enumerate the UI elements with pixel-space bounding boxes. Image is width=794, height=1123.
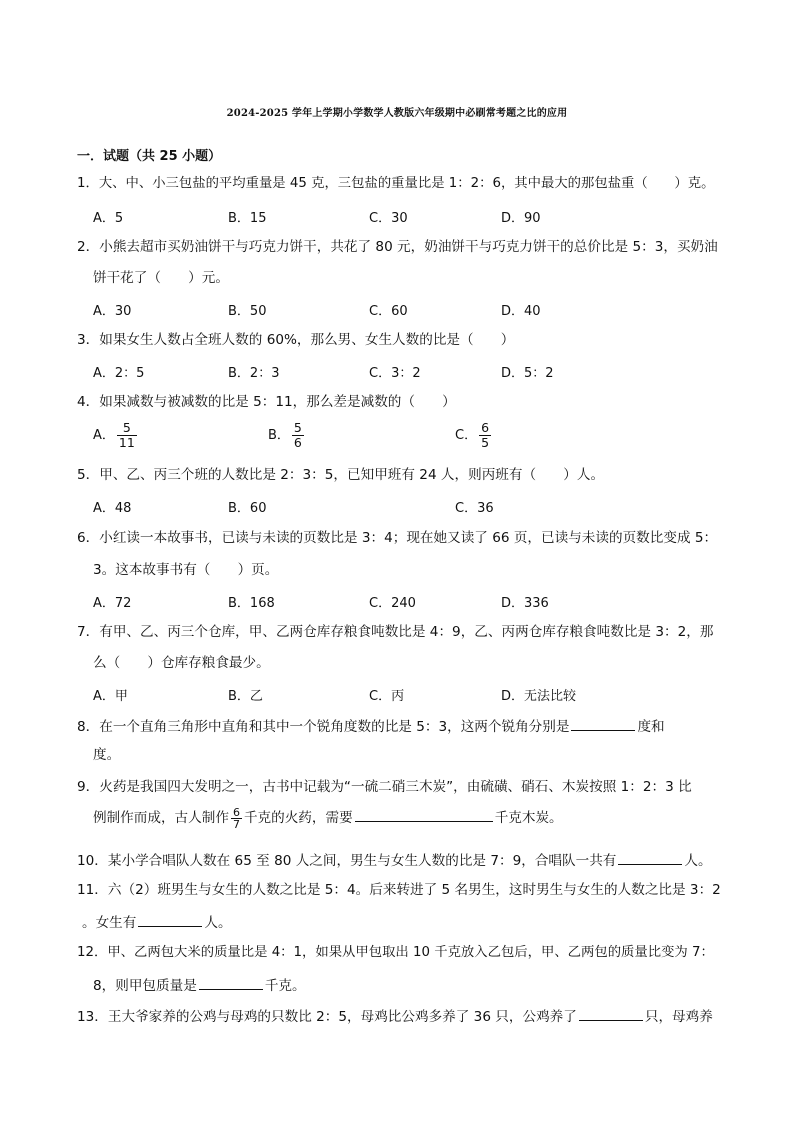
question-12-text: 8，则甲包质量是 — [93, 978, 197, 994]
question-10-text: 10．某小学合唱队人数在 65 至 80 人之间，男生与女生人数的比是 7：9，合唱队一共有 — [77, 853, 617, 869]
fraction-denominator: 7 — [232, 817, 240, 831]
q7-option-c: C．丙 — [369, 689, 405, 704]
question-3: 3．如果女生人数占全班人数的 60%，那么男、女生人数的比是（ ） — [77, 332, 515, 348]
fraction-numerator: 6 — [232, 805, 240, 819]
question-9-text-tail: 千克木炭。 — [494, 810, 563, 826]
section-heading: 一．试题（共 25 小题） — [77, 149, 222, 164]
question-13-text: 13．王大爷家养的公鸡与母鸡的只数比 2：5，母鸡比公鸡多养了 36 只，公鸡养了 — [77, 1009, 577, 1025]
question-2-line-1: 2．小熊去超市买奶油饼干与巧克力饼干，共花了 80 元，奶油饼干与巧克力饼干的总价比是 5：3，买奶油 — [77, 239, 718, 255]
q4-option-c-fraction — [479, 421, 491, 450]
q2-option-b: B．50 — [228, 304, 267, 319]
question-2-line-2: 饼干花了（ ）元。 — [93, 270, 229, 286]
question-13 — [77, 1005, 713, 1027]
question-8-text-tail: 度和 — [637, 719, 665, 735]
q6-option-b: B．168 — [228, 596, 275, 611]
answer-blank — [138, 911, 202, 927]
q4-option-a — [93, 421, 139, 450]
question-11-text-tail: 人。 — [204, 915, 232, 931]
question-6-line-2: 3。这本故事书有（ ）页。 — [93, 562, 279, 578]
q4-option-c-label: C． — [455, 428, 478, 443]
fraction-numerator: 5 — [117, 421, 137, 436]
question-8-text: 8．在一个直角三角形中直角和其中一个锐角度数的比是 5：3，这两个锐角分别是 — [77, 719, 570, 735]
q1-option-b: B．15 — [228, 211, 267, 226]
q6-option-d: D．336 — [501, 596, 549, 611]
q3-option-b: B．2：3 — [228, 366, 280, 381]
question-12-line-2 — [93, 974, 306, 996]
q7-option-b: B．乙 — [228, 689, 263, 704]
question-8-line-2: 度。 — [93, 747, 121, 763]
q5-option-c: C．36 — [455, 501, 494, 516]
question-7-line-2: 么（ ）仓库存粮食最少。 — [93, 655, 270, 671]
q3-option-c: C．3：2 — [369, 366, 421, 381]
q4-option-a-label: A． — [93, 428, 115, 443]
question-11-line-2 — [82, 911, 232, 933]
question-5: 5．甲、乙、丙三个班的人数比是 2：3：5，已知甲班有 24 人，则丙班有（ ）人。 — [77, 467, 605, 483]
question-11-text: 。女生有 — [82, 915, 137, 931]
q1-option-d: D．90 — [501, 211, 541, 226]
q1-option-a: A．5 — [93, 211, 124, 226]
question-4: 4．如果减数与被减数的比是 5：11，那么差是减数的（ ） — [77, 394, 456, 410]
page-title: 2024-2025 学年上学期小学数学人教版六年级期中必刷常考题之比的应用 — [226, 108, 568, 119]
q5-option-a: A．48 — [93, 501, 132, 516]
question-9-fraction — [231, 807, 242, 830]
fraction-denominator: 11 — [118, 435, 135, 450]
question-7-line-1: 7．有甲、乙、丙三个仓库，甲、乙两仓库存粮食吨数比是 4：9，乙、丙两仓库存粮食吨数比是 3：2，那 — [77, 624, 714, 640]
q4-option-c — [455, 421, 493, 450]
q5-option-b: B．60 — [228, 501, 267, 516]
question-12-line-1: 12．甲、乙两包大米的质量比是 4：1，如果从甲包取出 10 千克放入乙包后，甲、乙两包的质量比变为 7： — [77, 945, 714, 960]
fraction-numerator: 6 — [481, 420, 490, 435]
answer-blank — [199, 974, 263, 990]
q4-option-b — [268, 421, 306, 450]
question-11-line-1: 11．六（2）班男生与女生的人数之比是 5：4。后来转进了 5 名男生，这时男生与女生的人数之比是 3：2 — [77, 882, 721, 898]
answer-blank — [579, 1005, 643, 1021]
q6-option-c: C．240 — [369, 596, 416, 611]
q3-option-a: A．2：5 — [93, 366, 145, 381]
question-9-text-mid: 千克的火药，需要 — [243, 810, 353, 826]
fraction-numerator: 5 — [293, 420, 302, 435]
answer-blank — [618, 849, 682, 865]
answer-blank — [355, 806, 493, 822]
q4-option-b-label: B． — [268, 428, 290, 443]
q7-option-a: A．甲 — [93, 689, 128, 704]
fraction-denominator: 5 — [481, 435, 490, 450]
question-1: 1．大、中、小三包盐的平均重量是 45 克，三包盐的重量比是 1：2：6，其中最大的那包盐重（ ）克。 — [77, 176, 715, 191]
q3-option-d: D．5：2 — [501, 366, 554, 381]
question-12-text-tail: 千克。 — [264, 978, 306, 994]
question-13-text-tail: 只，母鸡养 — [644, 1009, 713, 1025]
question-10 — [77, 849, 712, 871]
fraction-denominator: 6 — [293, 435, 302, 450]
q2-option-c: C．60 — [369, 304, 408, 319]
q4-option-b-fraction — [292, 421, 304, 450]
question-9-line-1: 9．火药是我国四大发明之一，古书中记载为“一硫二硝三木炭”，由硫磺、硝石、木炭按照 1：2：3 比 — [77, 779, 692, 795]
question-6-line-1: 6．小红读一本故事书，已读与未读的页数比是 3：4；现在她又读了 66 页，已读与未读的页数比变成 5： — [77, 530, 718, 546]
answer-blank — [571, 715, 635, 731]
question-8-line-1 — [77, 715, 665, 737]
q7-option-d: D．无法比较 — [501, 689, 577, 704]
q1-option-c: C．30 — [369, 211, 408, 226]
q4-option-a-fraction — [117, 421, 137, 450]
q2-option-a: A．30 — [93, 304, 132, 319]
q6-option-a: A．72 — [93, 596, 132, 611]
question-9-line-2 — [93, 806, 563, 830]
question-10-text-tail: 人。 — [684, 853, 712, 869]
question-9-text: 例制作而成，古人制作 — [93, 810, 229, 826]
q2-option-d: D．40 — [501, 304, 541, 319]
